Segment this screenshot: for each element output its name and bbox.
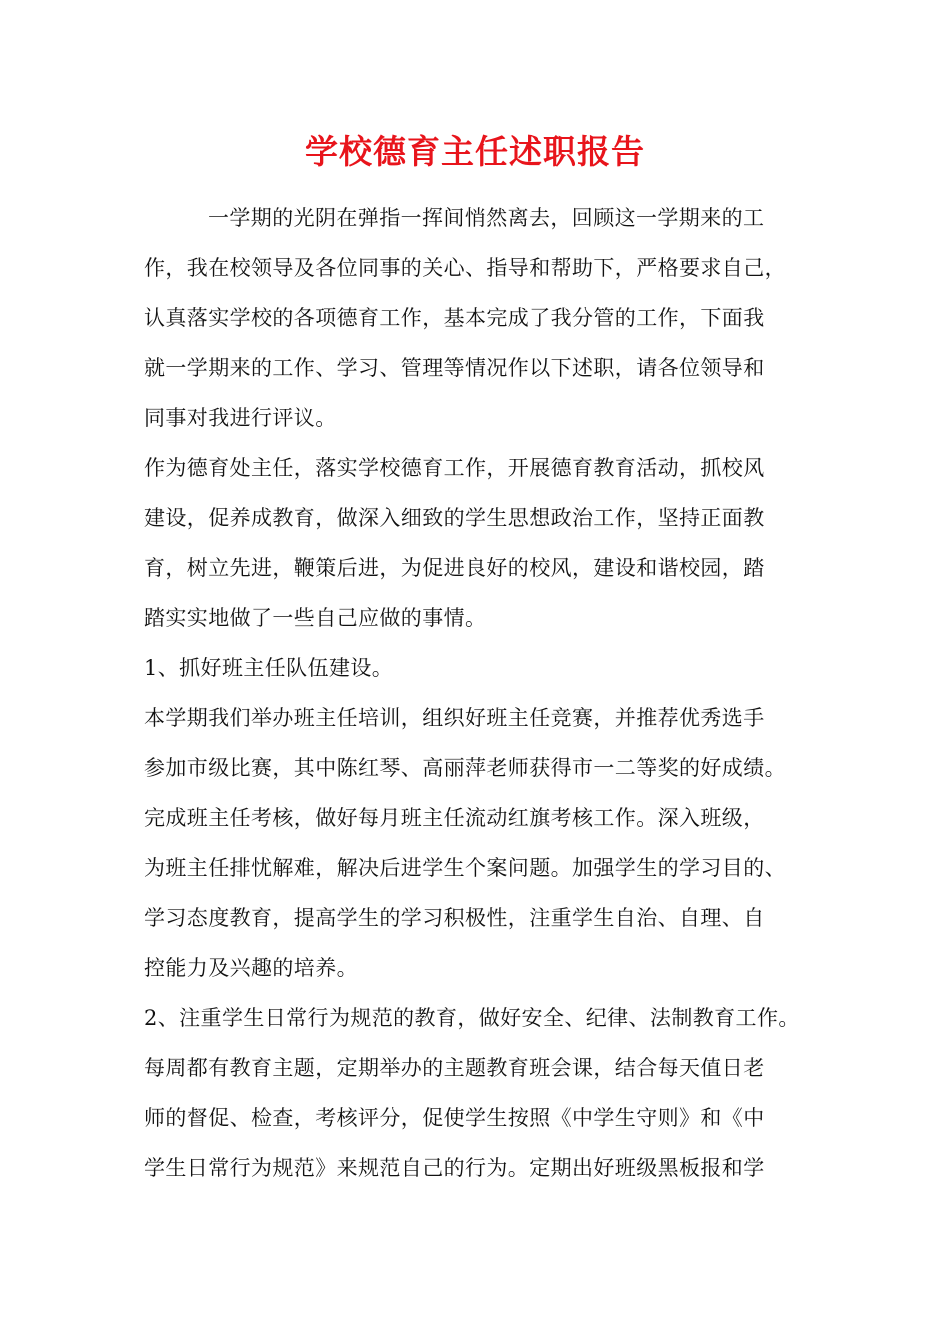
text-line: 作为德育处主任，落实学校德育工作，开展德育教育活动，抓校风 xyxy=(144,456,765,480)
paragraph-role xyxy=(144,443,814,643)
text-line: 学生日常行为规范》来规范自己的行为。定期出好班级黑板报和学 xyxy=(144,1156,765,1180)
document-body xyxy=(144,193,814,1193)
paragraph-section-1 xyxy=(144,693,814,993)
text-line: 踏实实地做了一些自己应做的事情。 xyxy=(144,606,487,630)
paragraph-section-2 xyxy=(144,1043,814,1193)
text-line: 一学期的光阴在弹指一挥间悄然离去，回顾这一学期来的工 xyxy=(208,206,765,230)
text-line: 作，我在校领导及各位同事的关心、指导和帮助下，严格要求自己， xyxy=(144,256,786,280)
text-line: 本学期我们举办班主任培训，组织好班主任竞赛，并推荐优秀选手 xyxy=(144,706,765,730)
text-line: 完成班主任考核，做好每月班主任流动红旗考核工作。深入班级， xyxy=(144,806,765,830)
text-line: 每周都有教育主题，定期举办的主题教育班会课，结合每天值日老 xyxy=(144,1056,765,1080)
text-line: 师的督促、检查，考核评分，促使学生按照《中学生守则》和《中 xyxy=(144,1106,765,1130)
text-line: 同事对我进行评议。 xyxy=(144,406,337,430)
text-line: 1、抓好班主任队伍建设。 xyxy=(144,656,394,680)
text-line: 认真落实学校的各项德育工作，基本完成了我分管的工作，下面我 xyxy=(144,306,765,330)
section-heading-1 xyxy=(144,643,814,693)
text-line: 参加市级比赛，其中陈红琴、高丽萍老师获得市一二等奖的好成绩。 xyxy=(144,756,786,780)
text-line: 建设，促养成教育，做深入细致的学生思想政治工作，坚持正面教 xyxy=(144,506,765,530)
text-line: 就一学期来的工作、学习、管理等情况作以下述职，请各位领导和 xyxy=(144,356,765,380)
text-line: 学习态度教育，提高学生的学习积极性，注重学生自治、自理、自 xyxy=(144,906,765,930)
text-line: 为班主任排忧解难，解决后进学生个案问题。加强学生的学习目的、 xyxy=(144,856,786,880)
text-line: 育，树立先进，鞭策后进，为促进良好的校风，建设和谐校园，踏 xyxy=(144,556,765,580)
text-line: 控能力及兴趣的培养。 xyxy=(144,956,358,980)
text-line: 2、注重学生日常行为规范的教育，做好安全、纪律、法制教育工作。 xyxy=(144,1006,800,1030)
section-heading-2 xyxy=(144,993,814,1043)
document-title: 学校德育主任述职报告 xyxy=(305,132,645,171)
paragraph-intro xyxy=(144,193,814,443)
